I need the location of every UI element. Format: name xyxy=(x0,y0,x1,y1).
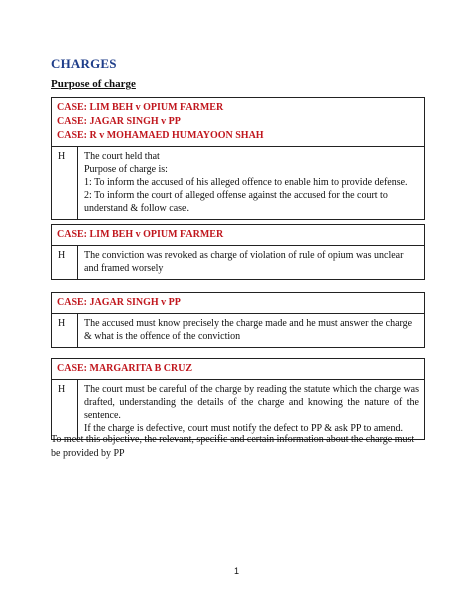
holding-line: The accused must know precisely the charge made and he must answer the charge & what is the offence of the conviction xyxy=(84,318,413,342)
holding-line: 2: To inform the court of alleged offense against the accused for the court to understand & follow case. xyxy=(84,190,388,214)
holding-text xyxy=(78,147,424,219)
holding-label: H xyxy=(52,147,78,219)
holding-text xyxy=(78,246,424,279)
section-subtitle: Purpose of charge xyxy=(51,78,136,90)
case-box-header xyxy=(52,225,424,246)
holding-row xyxy=(52,380,424,439)
holding-line: If the charge is defective, court must notify the defect to PP & ask PP to amend. xyxy=(84,423,403,434)
case-heading: CASE: JAGAR SINGH v PP xyxy=(57,116,181,127)
case-heading: CASE: LIM BEH v OPIUM FARMER xyxy=(57,102,224,113)
holding-line: The court held that xyxy=(84,151,160,162)
page-number: 1 xyxy=(234,566,240,576)
page-title: CHARGES xyxy=(51,56,117,71)
case-heading: CASE: JAGAR SINGH v PP xyxy=(57,297,181,308)
holding-line: Purpose of charge is: xyxy=(84,164,168,175)
case-box-header xyxy=(52,293,424,314)
case-heading: CASE: MARGARITA B CRUZ xyxy=(57,363,193,374)
holding-row xyxy=(52,147,424,219)
case-box-3 xyxy=(51,292,425,348)
case-box-4 xyxy=(51,358,425,440)
case-box-header xyxy=(52,98,424,147)
holding-label: H xyxy=(52,380,78,439)
holding-line: 1: To inform the accused of his alleged offence to enable him to provide defense. xyxy=(84,177,408,188)
holding-row xyxy=(52,314,424,347)
holding-line: The conviction was revoked as charge of violation of rule of opium was unclear and framed worsely xyxy=(84,250,404,274)
case-heading: CASE: R v MOHAMAED HUMAYOON SHAH xyxy=(57,130,264,141)
holding-text xyxy=(78,314,424,347)
closing-paragraph: To meet this objective, the relevant, specific and certain information about the charge must be provided by PP xyxy=(51,434,415,459)
holding-label: H xyxy=(52,314,78,347)
case-box-2 xyxy=(51,224,425,280)
case-heading: CASE: LIM BEH v OPIUM FARMER xyxy=(57,229,224,240)
holding-label: H xyxy=(52,246,78,279)
holding-line: The court must be careful of the charge by reading the statute which the charge was drafted, understanding the details of the charge and knowing the nature of the sentence. xyxy=(84,384,419,421)
holding-row xyxy=(52,246,424,279)
case-box-header xyxy=(52,359,424,380)
holding-text xyxy=(78,380,424,439)
case-box-1 xyxy=(51,97,425,220)
